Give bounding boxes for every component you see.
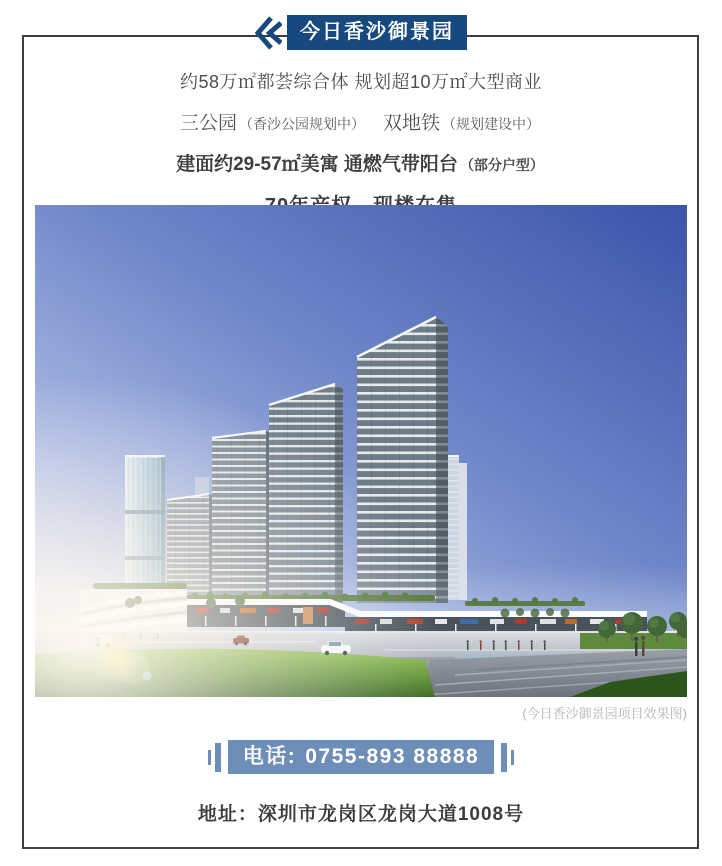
headline-parks-note: （香沙公园规划中） [239,116,365,132]
headline-block [0,68,722,218]
project-title-banner [287,15,467,50]
headline-line-2 [180,108,542,135]
decor-bar-right-thin [511,750,514,765]
headline-parks: 三公园 [179,113,237,134]
address-line: 地址：深圳市龙岗区龙岗大道1008号 [197,804,525,825]
headline-area: 建面约29-57㎡美寓 通燃气带阳台 [176,154,458,175]
phone-label: 电话: [242,745,297,768]
decor-bar-left-thin [208,750,211,765]
decor-bar-right-thick [501,743,507,772]
image-caption: (今日香沙御景园项目效果图) [522,706,687,721]
headline-metro-note: （规划建设中） [442,116,541,132]
phone-banner[interactable] [228,740,494,774]
project-rendering-image [35,205,687,697]
headline-line-1: 约58万㎡都荟综合体 规划超10万㎡大型商业 [179,72,543,92]
header-banner-row [0,15,722,50]
headline-area-note: （部分户型） [459,157,544,173]
decor-bar-left-thick [215,743,221,772]
chevron-left-icon [255,16,282,50]
project-title: 今日香沙御景园 [300,21,454,43]
phone-number: 0755-893 88888 [305,745,480,768]
headline-line-3 [176,149,546,176]
headline-metro: 双地铁 [383,113,441,134]
phone-row [0,740,722,774]
